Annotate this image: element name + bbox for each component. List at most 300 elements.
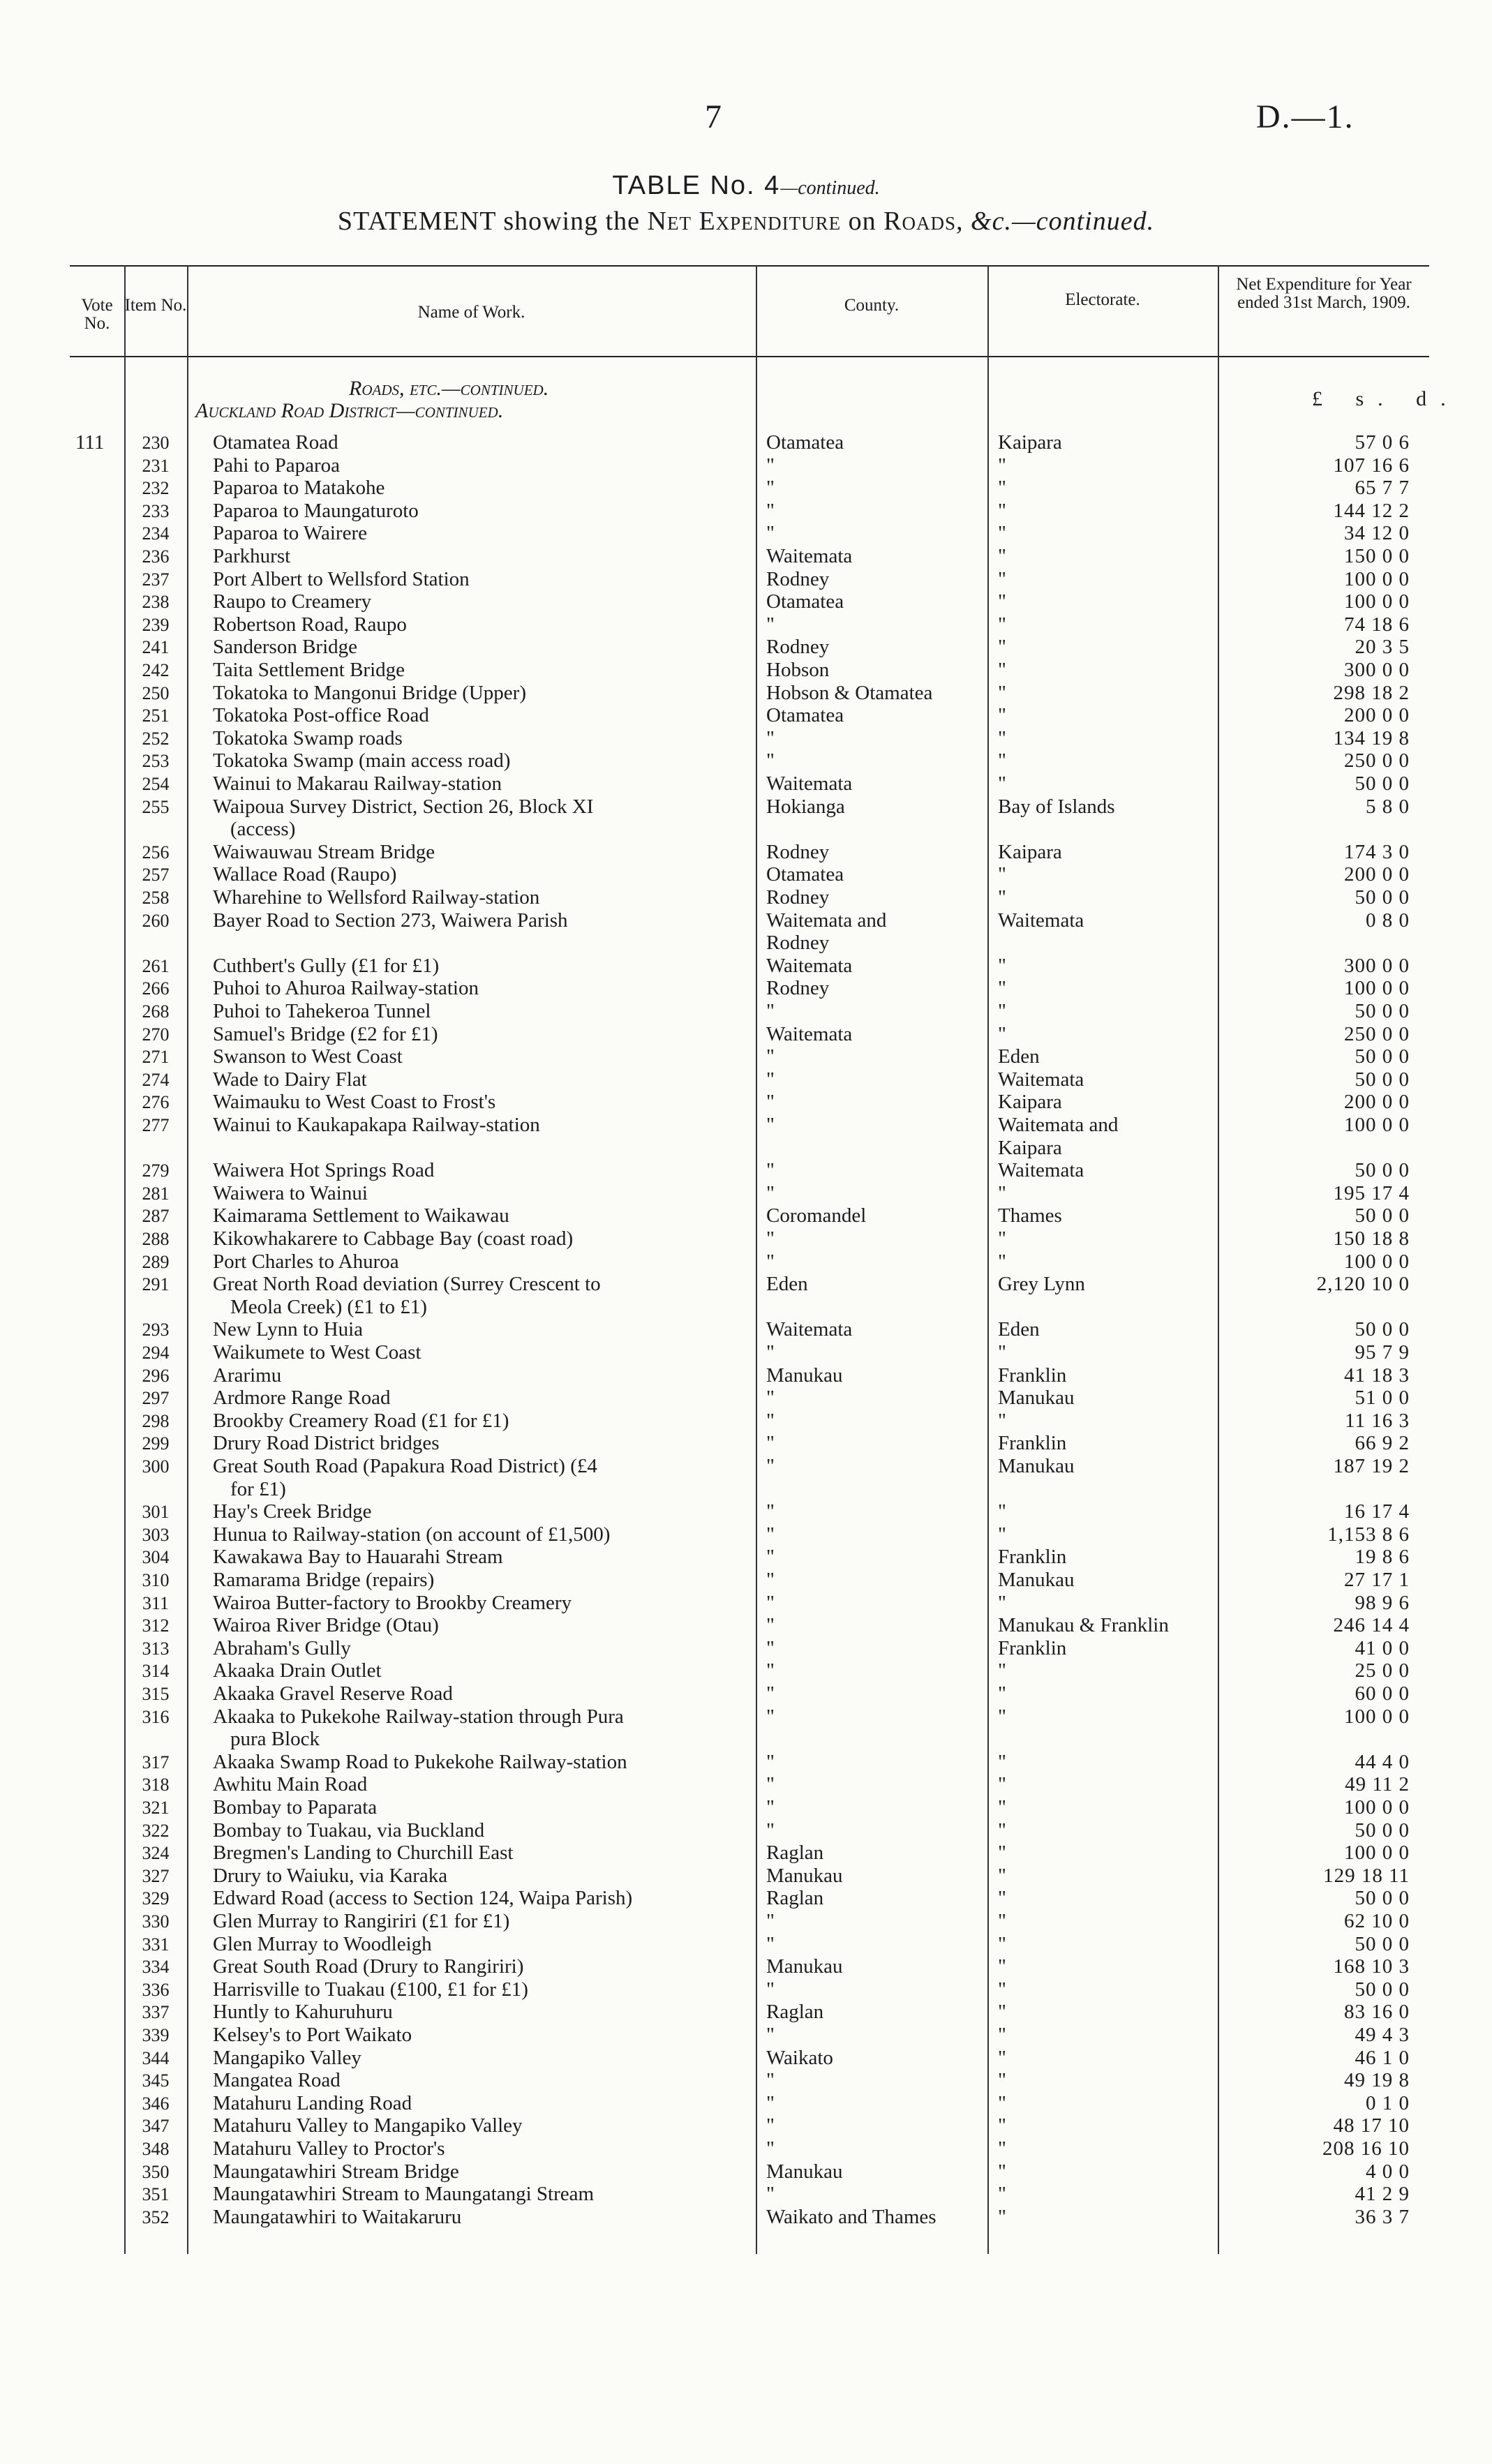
item-number: 313	[142, 1638, 170, 1659]
work-name-continued: for £1)	[230, 1477, 286, 1500]
table-row	[0, 1045, 1492, 1068]
table-row	[0, 1865, 1492, 1888]
table-row	[0, 955, 1492, 978]
net-expenditure-amount: 300 0 0	[1344, 659, 1410, 681]
electorate-name: "	[998, 1705, 1006, 1728]
electorate-name: "	[998, 1022, 1006, 1045]
table-row	[0, 1637, 1492, 1660]
table-row	[0, 1227, 1492, 1250]
work-name: Matahuru Landing Road	[213, 2091, 412, 2114]
net-expenditure-amount: 41 18 3	[1344, 1364, 1410, 1387]
county-name: "	[766, 613, 775, 636]
item-number: 268	[142, 1001, 170, 1022]
work-name: Glen Murray to Rangiriri (£1 for £1)	[213, 1910, 510, 1932]
electorate-name: "	[998, 726, 1006, 749]
county-name: "	[766, 749, 775, 772]
net-expenditure-amount: 48 17 10	[1333, 2114, 1410, 2137]
table-row	[0, 1592, 1492, 1615]
table-row	[0, 1523, 1492, 1546]
statement-pre: STATEMENT showing the	[337, 207, 648, 236]
item-number: 331	[142, 1934, 170, 1955]
table-row	[0, 454, 1492, 477]
work-name: Bayer Road to Section 273, Waiwera Parish	[213, 909, 568, 932]
net-expenditure-amount: 74 18 6	[1344, 613, 1410, 636]
item-number: 260	[142, 910, 170, 931]
item-number: 237	[142, 569, 170, 590]
county-name: Otamatea	[766, 590, 844, 613]
header-item: Item No.	[124, 296, 187, 315]
county-name: Waitemata	[766, 545, 853, 567]
table-row	[0, 863, 1492, 886]
work-name: Edward Road (access to Section 124, Waipa Parish)	[213, 1887, 633, 1910]
table-row	[0, 522, 1492, 545]
work-name: Hunua to Railway-station (on account of £1,500)	[213, 1523, 611, 1546]
table-row	[0, 2001, 1492, 2024]
work-name: Akaaka to Pukekohe Railway-station through Pura	[213, 1705, 624, 1728]
electorate-name: Manukau	[998, 1569, 1075, 1591]
item-number: 330	[142, 1911, 170, 1932]
table-row	[0, 1955, 1492, 1978]
electorate-name: Manukau	[998, 1455, 1075, 1477]
county-name: "	[766, 2091, 775, 2114]
item-number: 314	[142, 1661, 170, 1682]
county-name: "	[766, 1523, 775, 1546]
document-reference: D.—1.	[1256, 98, 1355, 135]
header-vote: Vote No.	[81, 296, 113, 333]
electorate-name: "	[998, 1000, 1006, 1022]
electorate-name: "	[998, 1819, 1006, 1842]
work-name: Waikumete to West Coast	[213, 1341, 422, 1364]
table-row	[0, 1842, 1492, 1865]
table-row	[0, 1273, 1492, 1318]
county-name: "	[766, 1181, 775, 1204]
work-name: Harrisville to Tuakau (£100, £1 for £1)	[213, 1978, 528, 2001]
work-name: Puhoi to Ahuroa Railway-station	[213, 977, 479, 1000]
work-name: Kelsey's to Port Waikato	[213, 2024, 412, 2046]
item-number: 334	[142, 1957, 170, 1978]
county-name: "	[766, 1432, 775, 1455]
table-row	[0, 1569, 1492, 1592]
county-name: "	[766, 2137, 775, 2160]
work-name: Waipoua Survey District, Section 26, Block XI	[213, 795, 594, 818]
table-row	[0, 1023, 1492, 1046]
work-name: Maungatawhiri Stream Bridge	[213, 2160, 459, 2183]
net-expenditure-amount: 100 0 0	[1344, 567, 1410, 590]
table-row	[0, 1091, 1492, 1114]
table-row	[0, 1432, 1492, 1455]
item-number: 310	[142, 1570, 170, 1590]
statement-post: , &c.—continued.	[956, 207, 1155, 236]
work-name: Great South Road (Papakura Road District) (£4	[213, 1455, 597, 1477]
item-number: 242	[142, 660, 170, 680]
work-name: Waimauku to West Coast to Frost's	[213, 1091, 496, 1114]
net-expenditure-amount: 41 0 0	[1355, 1636, 1410, 1659]
statement-title	[0, 206, 1492, 237]
electorate-name: "	[998, 886, 1006, 909]
net-expenditure-amount: 0 8 0	[1366, 909, 1410, 932]
county-name: "	[766, 1409, 775, 1432]
item-number: 352	[142, 2207, 170, 2227]
item-number: 279	[142, 1160, 170, 1181]
table-row	[0, 1341, 1492, 1364]
work-name: Paparoa to Wairere	[213, 522, 367, 545]
table-row	[0, 1159, 1492, 1182]
work-name: Wharehine to Wellsford Railway-station	[213, 886, 540, 909]
electorate-name: "	[998, 772, 1006, 795]
table-row	[0, 2069, 1492, 2092]
work-name: Wallace Road (Raupo)	[213, 863, 397, 886]
net-expenditure-amount: 50 0 0	[1355, 1068, 1410, 1091]
electorate-name: Manukau & Franklin	[998, 1614, 1169, 1637]
electorate-name: "	[998, 2001, 1006, 2024]
item-number: 241	[142, 637, 170, 658]
county-name: "	[766, 1569, 775, 1591]
electorate-name: "	[998, 863, 1006, 886]
county-name: Hobson & Otamatea	[766, 681, 933, 704]
table-row	[0, 727, 1492, 750]
county-name: "	[766, 1114, 775, 1136]
table-row	[0, 568, 1492, 591]
electorate-name: "	[998, 2137, 1006, 2160]
net-expenditure-amount: 200 0 0	[1344, 863, 1410, 886]
item-number: 274	[142, 1069, 170, 1090]
electorate-name: "	[998, 2205, 1006, 2228]
statement-net-expenditure: Net Expenditure	[647, 207, 842, 236]
electorate-name: "	[998, 704, 1006, 727]
county-name: "	[766, 1068, 775, 1091]
county-name: "	[766, 1978, 775, 2001]
item-number: 315	[142, 1684, 170, 1704]
county-name: Waitemata	[766, 1318, 853, 1341]
net-expenditure-amount: 49 11 2	[1345, 1773, 1410, 1796]
net-expenditure-amount: 51 0 0	[1355, 1387, 1410, 1410]
net-expenditure-amount: 250 0 0	[1344, 749, 1410, 772]
work-name: Wairoa Butter-factory to Brookby Creamery	[213, 1591, 572, 1614]
work-name: Swanson to West Coast	[213, 1045, 403, 1068]
table-row	[0, 2206, 1492, 2229]
net-expenditure-amount: 50 0 0	[1355, 1204, 1410, 1227]
table-row	[0, 477, 1492, 500]
county-name: Manukau	[766, 1364, 843, 1387]
net-expenditure-amount: 19 8 6	[1355, 1546, 1410, 1569]
net-expenditure-amount: 298 18 2	[1333, 681, 1410, 704]
work-name: Tokatoka Swamp roads	[213, 726, 403, 749]
county-name: Hokianga	[766, 795, 845, 818]
net-expenditure-amount: 100 0 0	[1344, 1705, 1410, 1728]
header-name: Name of Work.	[417, 303, 525, 322]
net-expenditure-amount: 83 16 0	[1344, 2001, 1410, 2024]
work-name: Raupo to Creamery	[213, 590, 372, 613]
table-row	[0, 749, 1492, 772]
work-name: Waiwera to Wainui	[213, 1181, 368, 1204]
electorate-name: "	[998, 613, 1006, 636]
work-name: Tokatoka Post-office Road	[213, 704, 429, 727]
county-name: "	[766, 1387, 775, 1410]
item-number: 256	[142, 842, 170, 863]
table-row	[0, 1796, 1492, 1819]
item-number: 281	[142, 1183, 170, 1204]
work-name: Kaimarama Settlement to Waikawau	[213, 1204, 509, 1227]
net-expenditure-amount: 187 19 2	[1333, 1455, 1410, 1477]
item-number: 230	[142, 433, 170, 453]
table-row	[0, 1455, 1492, 1500]
item-number: 270	[142, 1024, 170, 1045]
work-name: Port Charles to Ahuroa	[213, 1250, 399, 1273]
work-name: Taita Settlement Bridge	[213, 659, 405, 681]
electorate-name: Thames	[998, 1204, 1062, 1227]
county-name: "	[766, 522, 775, 545]
county-name: "	[766, 1546, 775, 1569]
county-name: "	[766, 1227, 775, 1250]
electorate-name: "	[998, 499, 1006, 522]
work-name-continued: Meola Creek) (£1 to £1)	[230, 1295, 427, 1318]
electorate-name: "	[998, 1864, 1006, 1887]
item-number: 277	[142, 1115, 170, 1135]
net-expenditure-amount: 50 0 0	[1355, 886, 1410, 909]
county-name: "	[766, 1614, 775, 1637]
net-expenditure-amount: 100 0 0	[1344, 1842, 1410, 1865]
electorate-name: "	[998, 659, 1006, 681]
county-name: "	[766, 1500, 775, 1523]
electorate-name: Franklin	[998, 1636, 1067, 1659]
item-number: 321	[142, 1798, 170, 1818]
table-row	[0, 659, 1492, 682]
item-number: 316	[142, 1706, 170, 1727]
county-name: Manukau	[766, 2160, 843, 2183]
net-expenditure-amount: 36 3 7	[1355, 2205, 1410, 2228]
table-row	[0, 704, 1492, 727]
work-name: Ararimu	[213, 1364, 282, 1387]
county-name: Rodney	[766, 636, 830, 659]
county-name: Manukau	[766, 1955, 843, 1978]
table-row	[0, 2047, 1492, 2070]
table-row	[0, 841, 1492, 864]
net-expenditure-amount: 134 19 8	[1333, 726, 1410, 749]
electorate-name: "	[998, 590, 1006, 613]
item-number: 322	[142, 1820, 170, 1841]
net-expenditure-amount: 100 0 0	[1344, 1250, 1410, 1273]
page-number: 7	[705, 98, 722, 135]
electorate-name: "	[998, 1523, 1006, 1546]
work-name: Maungatawhiri to Waitakaruru	[213, 2205, 462, 2228]
work-name: Wade to Dairy Flat	[213, 1068, 367, 1091]
table-title	[0, 171, 1492, 201]
work-name: Wainui to Kaukapakapa Railway-station	[213, 1114, 540, 1136]
work-name: Brookby Creamery Road (£1 for £1)	[213, 1409, 509, 1432]
electorate-name: "	[998, 1659, 1006, 1682]
currency-heading: £ s. d.	[1312, 387, 1460, 410]
table-title-suffix: —continued.	[780, 177, 880, 199]
work-name: Mangapiko Valley	[213, 2046, 361, 2069]
county-name: "	[766, 726, 775, 749]
electorate-name: "	[998, 567, 1006, 590]
table-row	[0, 909, 1492, 955]
county-name: Raglan	[766, 2001, 824, 2024]
county-name: "	[766, 477, 775, 500]
work-name: Waiwera Hot Springs Road	[213, 1159, 435, 1182]
county-name: "	[766, 1250, 775, 1273]
county-name: "	[766, 1341, 775, 1364]
net-expenditure-amount: 57 0 6	[1355, 431, 1410, 454]
county-name: Waikato	[766, 2046, 833, 2069]
electorate-name: "	[998, 2160, 1006, 2183]
table-row	[0, 682, 1492, 705]
item-number: 289	[142, 1251, 170, 1272]
table-row	[0, 1614, 1492, 1637]
county-name: Rodney	[766, 977, 830, 1000]
item-number: 311	[142, 1592, 170, 1613]
work-name: Tokatoka to Mangonui Bridge (Upper)	[213, 681, 526, 704]
item-number: 257	[142, 865, 170, 886]
table-row	[0, 1364, 1492, 1387]
electorate-name: Eden	[998, 1318, 1040, 1341]
work-name: Cuthbert's Gully (£1 for £1)	[213, 954, 440, 977]
county-name: "	[766, 1636, 775, 1659]
table-row	[0, 977, 1492, 1000]
table-row	[0, 1659, 1492, 1682]
item-number: 299	[142, 1433, 170, 1454]
net-expenditure-amount: 150 0 0	[1344, 545, 1410, 567]
item-number: 293	[142, 1320, 170, 1341]
work-name: Matahuru Valley to Proctor's	[213, 2137, 445, 2160]
work-name: Parkhurst	[213, 545, 291, 567]
table-row	[0, 1933, 1492, 1956]
electorate-name: Waitemata	[998, 1068, 1084, 1091]
table-title-main: TABLE No. 4	[612, 171, 781, 200]
electorate-name: "	[998, 1842, 1006, 1865]
county-name: "	[766, 1682, 775, 1705]
net-expenditure-amount: 62 10 0	[1344, 1910, 1410, 1932]
work-name: New Lynn to Huia	[213, 1318, 364, 1341]
work-name: Great North Road deviation (Surrey Crescent to	[213, 1273, 601, 1296]
work-name: Great South Road (Drury to Rangiriri)	[213, 1955, 524, 1978]
county-name: "	[766, 1910, 775, 1932]
item-number: 329	[142, 1888, 170, 1909]
county-name: Manukau	[766, 1864, 843, 1887]
table-row	[0, 2092, 1492, 2115]
net-expenditure-amount: 25 0 0	[1355, 1659, 1410, 1682]
table-row	[0, 431, 1492, 454]
work-name: Ramarama Bridge (repairs)	[213, 1569, 435, 1591]
electorate-name: "	[998, 1250, 1006, 1273]
item-number: 239	[142, 614, 170, 635]
net-expenditure-amount: 50 0 0	[1355, 1887, 1410, 1910]
county-name: "	[766, 2114, 775, 2137]
table-row	[0, 1910, 1492, 1933]
section-heading-district: Auckland Road District—continued.	[195, 399, 504, 422]
electorate-name: "	[998, 477, 1006, 500]
net-expenditure-amount: 49 4 3	[1355, 2024, 1410, 2046]
table-row	[0, 1705, 1492, 1751]
item-number: 254	[142, 774, 170, 794]
electorate-name: Kaipara	[998, 840, 1062, 863]
item-number: 324	[142, 1843, 170, 1864]
county-name: "	[766, 1773, 775, 1796]
electorate-name: Eden	[998, 1045, 1040, 1068]
net-expenditure-amount: 50 0 0	[1355, 1318, 1410, 1341]
table-row	[0, 1250, 1492, 1274]
county-name: Raglan	[766, 1887, 824, 1910]
net-expenditure-amount: 65 7 7	[1355, 477, 1410, 500]
county-name: "	[766, 1091, 775, 1114]
electorate-name: "	[998, 2024, 1006, 2046]
item-number: 238	[142, 592, 170, 613]
net-expenditure-amount: 0 1 0	[1366, 2091, 1410, 2114]
net-expenditure-amount: 168 10 3	[1333, 1955, 1410, 1978]
work-name: Sanderson Bridge	[213, 636, 357, 659]
county-name: Otamatea	[766, 863, 844, 886]
table-row	[0, 1978, 1492, 2001]
section-heading-roads: Roads, etc.—continued.	[349, 377, 549, 400]
work-name: Samuel's Bridge (£2 for £1)	[213, 1022, 438, 1045]
net-expenditure-amount: 50 0 0	[1355, 1159, 1410, 1182]
statement-mid: on	[841, 207, 884, 236]
item-number: 297	[142, 1388, 170, 1409]
net-expenditure-amount: 20 3 5	[1355, 636, 1410, 659]
county-name: "	[766, 1159, 775, 1182]
item-number: 344	[142, 2047, 170, 2068]
work-name: Paparoa to Maungaturoto	[213, 499, 419, 522]
work-name: Paparoa to Matakohe	[213, 477, 385, 500]
county-name: Waitemata	[766, 772, 853, 795]
net-expenditure-amount: 11 16 3	[1345, 1409, 1410, 1432]
net-expenditure-amount: 250 0 0	[1344, 1022, 1410, 1045]
work-name: Tokatoka Swamp (main access road)	[213, 749, 511, 772]
table-row	[0, 2114, 1492, 2137]
item-number: 258	[142, 888, 170, 908]
table-row	[0, 795, 1492, 841]
electorate-name: Grey Lynn	[998, 1273, 1085, 1296]
county-name: Rodney	[766, 886, 830, 909]
electorate-name: "	[998, 2114, 1006, 2137]
work-name: Pahi to Paparoa	[213, 454, 341, 477]
table-row	[0, 1387, 1492, 1410]
table-row	[0, 886, 1492, 909]
county-name: "	[766, 1819, 775, 1842]
county-name: "	[766, 2183, 775, 2206]
electorate-name: "	[998, 2046, 1006, 2069]
work-name: Mangatea Road	[213, 2069, 341, 2092]
item-number: 271	[142, 1047, 170, 1068]
county-name: "	[766, 1705, 775, 1728]
net-expenditure-amount: 4 0 0	[1366, 2160, 1410, 2183]
net-expenditure-amount: 50 0 0	[1355, 1000, 1410, 1022]
work-name: Otamatea Road	[213, 431, 338, 454]
county-name: Waikato and Thames	[766, 2205, 937, 2228]
net-expenditure-amount: 49 19 8	[1344, 2069, 1410, 2092]
work-name: Akaaka Drain Outlet	[213, 1659, 382, 1682]
net-expenditure-amount: 107 16 6	[1333, 454, 1410, 477]
item-number: 294	[142, 1343, 170, 1363]
work-name: Maungatawhiri Stream to Maungatangi Stream	[213, 2183, 595, 2206]
electorate-name: "	[998, 1887, 1006, 1910]
statement-roads: Roads	[883, 207, 957, 236]
net-expenditure-amount: 195 17 4	[1333, 1181, 1410, 1204]
work-name-continued: pura Block	[230, 1728, 320, 1751]
county-name: "	[766, 2024, 775, 2046]
county-name: "	[766, 454, 775, 477]
net-expenditure-amount: 95 7 9	[1355, 1341, 1410, 1364]
vote-number: 111	[75, 431, 105, 454]
county-name: "	[766, 1796, 775, 1819]
county-name: "	[766, 1591, 775, 1614]
electorate-name: "	[998, 2069, 1006, 2092]
electorate-name: "	[998, 1773, 1006, 1796]
table-row	[0, 1500, 1492, 1523]
item-number: 276	[142, 1092, 170, 1113]
net-expenditure-amount: 50 0 0	[1355, 772, 1410, 795]
table-row	[0, 1068, 1492, 1091]
